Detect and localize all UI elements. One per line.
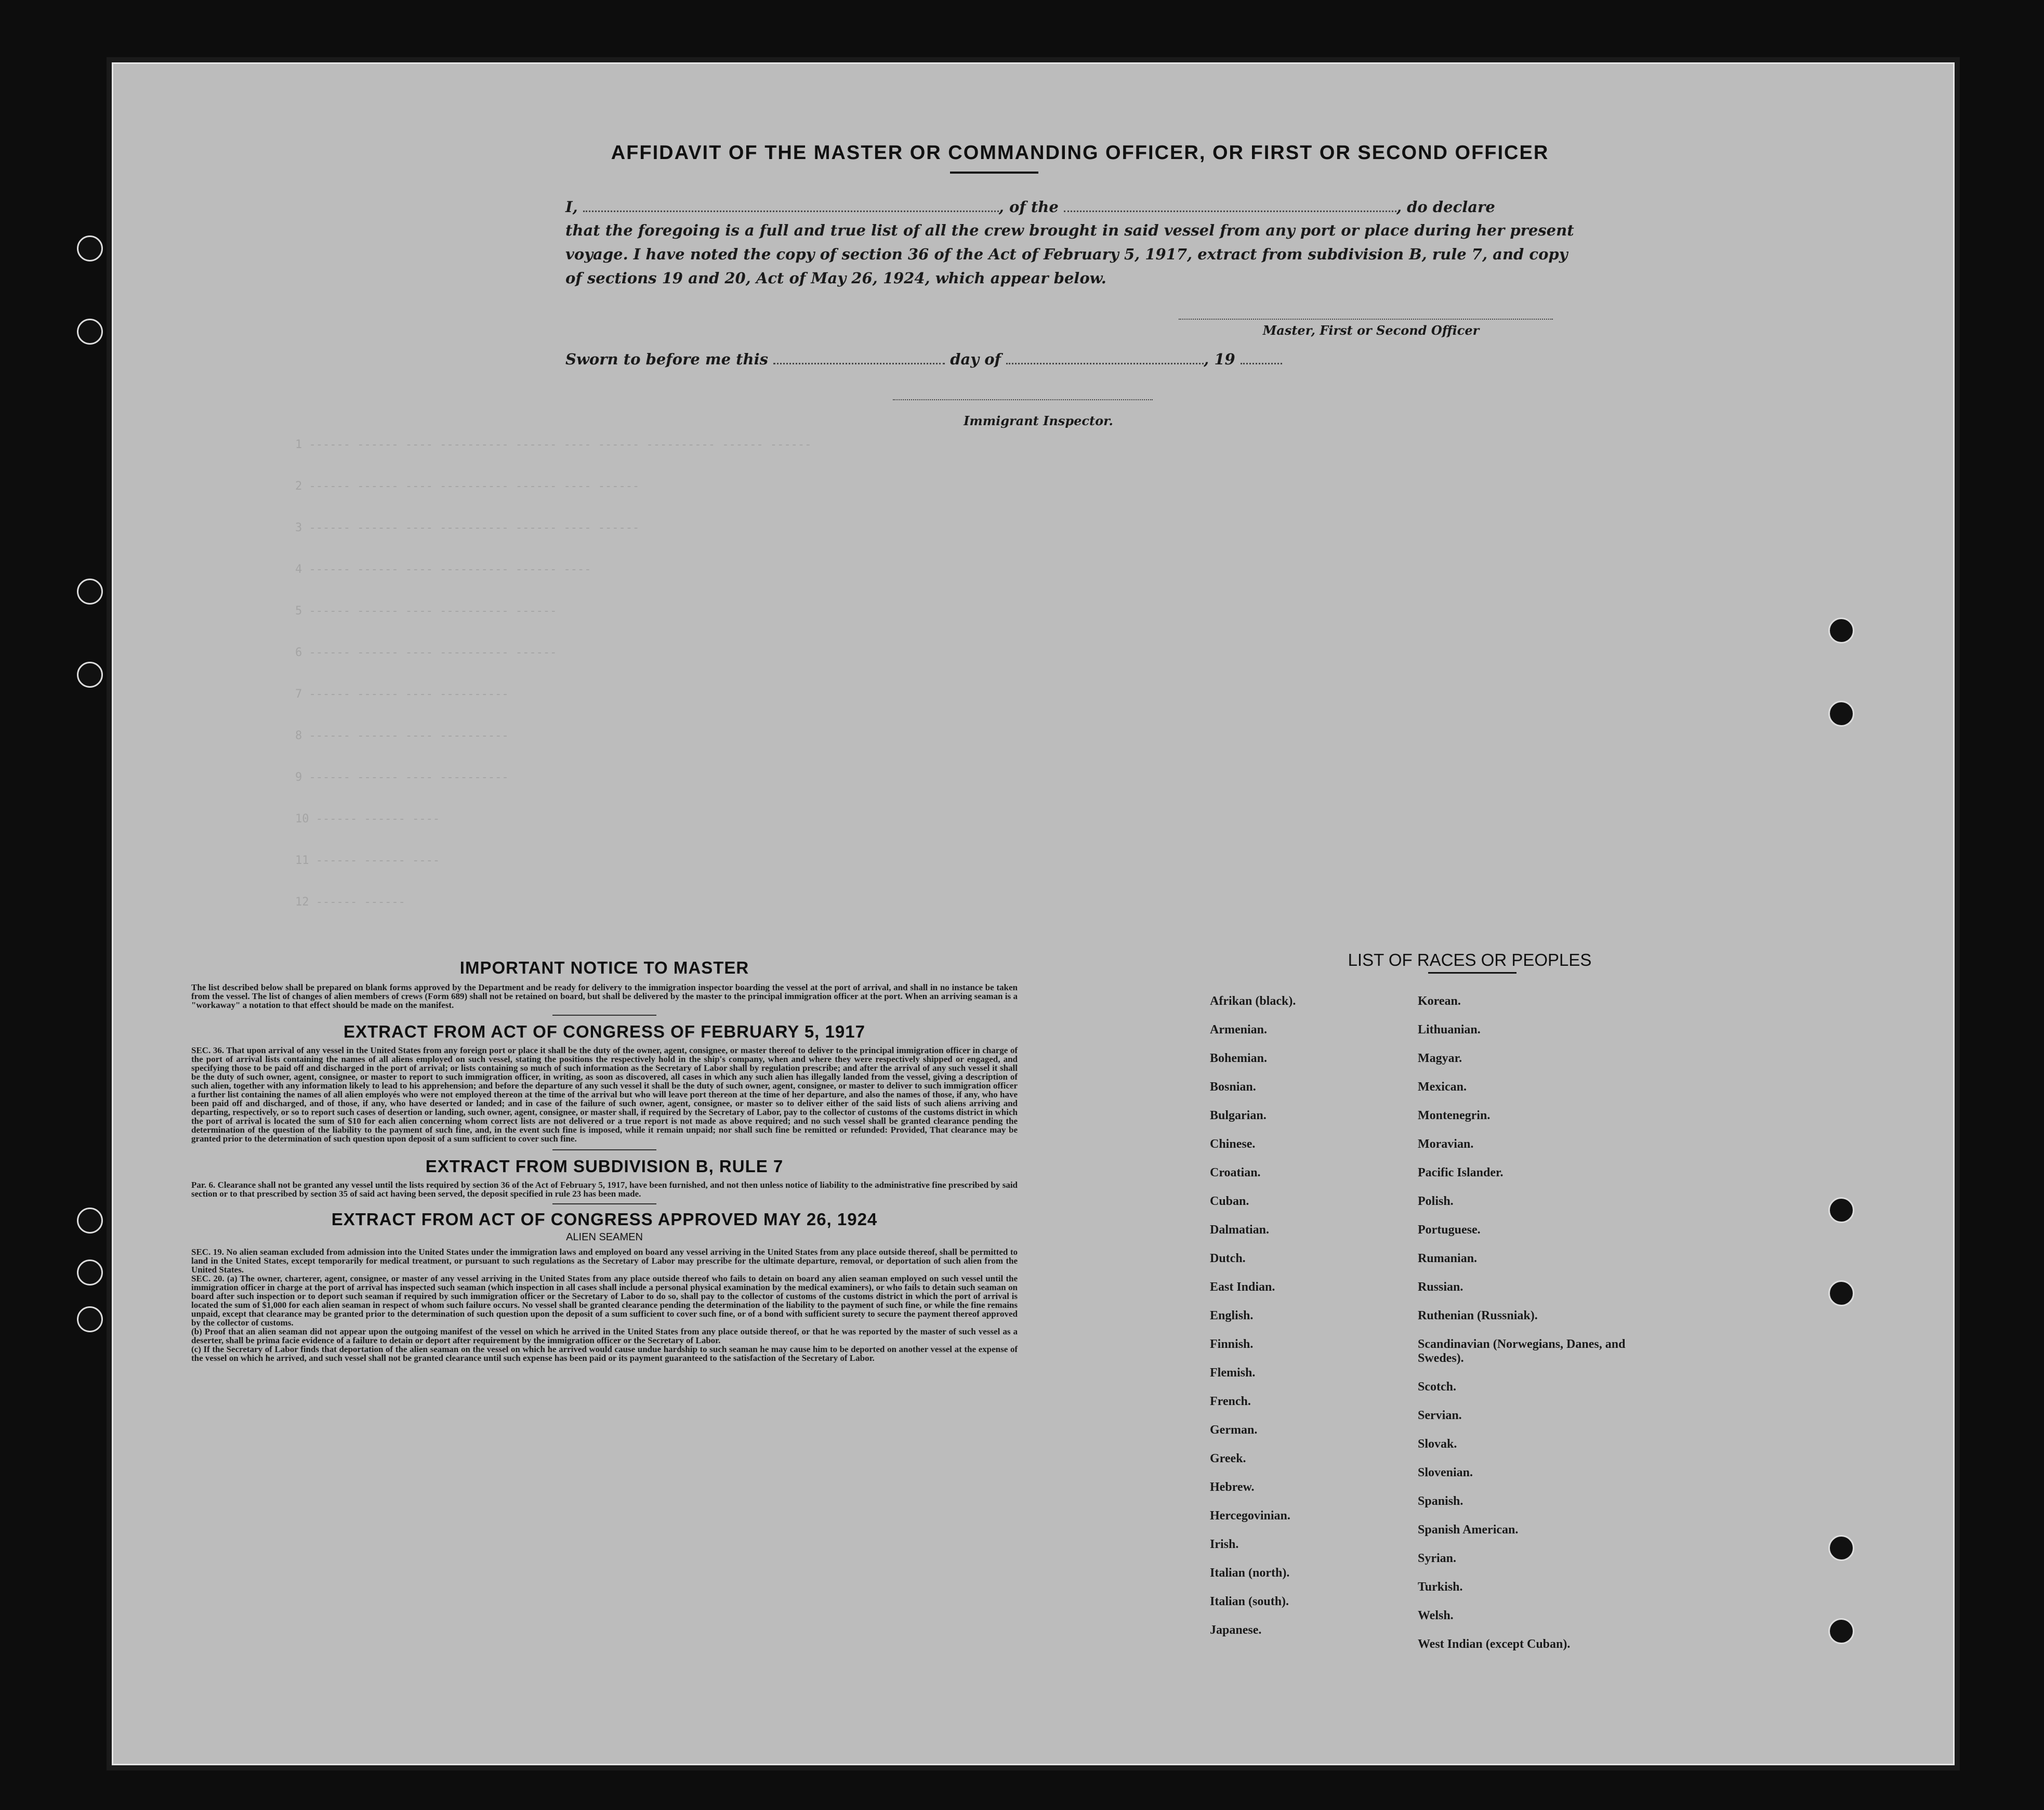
bleed-through-text: 6 ------ ------ ---- ---------- ------ bbox=[295, 646, 557, 659]
race-item: Chinese. bbox=[1210, 1137, 1256, 1151]
affidavit-title: AFFIDAVIT OF THE MASTER OR COMMANDING OFFICER, OR FIRST OR SECOND OFFICER bbox=[611, 142, 1549, 164]
binder-hole bbox=[1828, 1535, 1854, 1561]
race-item: Syrian. bbox=[1418, 1552, 1457, 1565]
race-item: Greek. bbox=[1210, 1452, 1246, 1465]
race-item: Montenegrin. bbox=[1418, 1109, 1491, 1122]
race-item: West Indian (except Cuban). bbox=[1418, 1637, 1571, 1651]
race-item: Russian. bbox=[1418, 1280, 1463, 1294]
day-of-label: day of bbox=[950, 350, 1001, 368]
sec-20a-paragraph: SEC. 20. (a) The owner, charterer, agent, consignee, or master of any vessel arriving in the United States from any place outside thereof who fails to detain on board any alien seaman employed on such vessel until the immigration officer in charge at the port of arrival has inspected such seaman (which inspection in all cases shall include a personal physical examination by the medical examiners), or who fails to detain such seaman on board after such inspection or to deport such seaman if required by such immigration officer or the Secretary of Labor to do so, shall pay to the collector of customs of the customs district in which the port of arrival is located the sum of $1,000 for each alien seaman in respect of whom such failure occurs. No vessel shall be granted clearance pending the determination of the liability to the payment of such fine, or while the fine remains unpaid, except that clearance may be granted prior to the determination of such question upon the deposit of a sum sufficient to cover such fine, or of a bond with sufficient surety to secure the payment thereof approved by the collector of customs. bbox=[191, 1274, 1018, 1328]
binder-hole bbox=[1828, 701, 1854, 727]
bleed-through-text: 11 ------ ------ ---- bbox=[295, 854, 440, 867]
race-item: Cuban. bbox=[1210, 1195, 1249, 1208]
race-item: Welsh. bbox=[1418, 1609, 1454, 1622]
extract-1917-title: EXTRACT FROM ACT OF CONGRESS OF FEBRUARY 5, 1917 bbox=[344, 1022, 865, 1041]
race-item: Hercegovinian. bbox=[1210, 1509, 1290, 1523]
race-item: Japanese. bbox=[1210, 1623, 1262, 1637]
sworn-prefix: Sworn to before me this bbox=[565, 350, 768, 368]
race-item: Dutch. bbox=[1210, 1252, 1246, 1265]
bleed-through-text: 8 ------ ------ ---- ---------- bbox=[295, 729, 509, 742]
race-item: Flemish. bbox=[1210, 1366, 1256, 1380]
bleed-through-text: 5 ------ ------ ---- ---------- ------ bbox=[295, 605, 557, 618]
race-item: Irish. bbox=[1210, 1538, 1239, 1551]
bleed-through-text: 4 ------ ------ ---- ---------- ------ ---- bbox=[295, 563, 591, 576]
sworn-line bbox=[565, 349, 1865, 370]
declarant-prefix: I, bbox=[565, 198, 578, 216]
affidavit-line-3: voyage. I have noted the copy of section 36 of the Act of February 5, 1917, extract from subdivision B, rule 7, and copy bbox=[565, 245, 1568, 263]
race-item: Rumanian. bbox=[1418, 1252, 1478, 1265]
binder-hole bbox=[77, 1260, 103, 1286]
race-item: Portuguese. bbox=[1418, 1223, 1481, 1237]
sec-19-paragraph: SEC. 19. No alien seaman excluded from admission into the United States under the immigration laws and employed on board any vessel arriving in the United States from any place outside thereof, shall be permitted to land in the United States, except temporarily for medical treatment, or pursuant to such regulations as the Secretary of Labor may prescribe for the ultimate departure, removal, or deportation of such alien from the United States. bbox=[191, 1247, 1018, 1275]
affidavit-line-4: of sections 19 and 20, Act of May 26, 1924, which appear below. bbox=[565, 269, 1106, 287]
bleed-through-text: 2 ------ ------ ---- ---------- ------ ---- ------ bbox=[295, 480, 640, 493]
extract-1917-body: SEC. 36. That upon arrival of any vessel in the United States from any foreign port or place it shall be the duty of the owner, agent, consignee, or master thereof to deliver to the principal immigration officer in charge of the port of arrival lists containing the names of all aliens employed on such vessel, stating the positions the respectively hold in the ship's company, when and where they were respectively shipped or engaged, and specifying those to be paid off and discharged in the port of arrival; or lists containing so much of such information as the Secretary of Labor shall by regulation prescribe; and after the arrival of any such vessel it shall be the duty of such owner, agent, consignee, or master to report to such immigration officer, in writing, as soon as discovered, all cases in which any such alien has illegally landed from the vessel, giving a description of such alien, together with any information likely to lead to his apprehension; and before the departure of any such vessel it shall be the duty of such owner, agent, consignee, or master to deliver to such immigration officer a further list containing the names of all alien employés who were not employed thereon at the time of the arrival but who will leave port thereon at the time of her departure, and also the names of those, if any, who have been paid off and discharged, and of those, if any, who have deserted or landed; and in case of the failure of such owner, agent, consignee, or master so to deliver either of the said lists of such aliens arriving and departing, respectively, or so to report such cases of desertion or landing, such owner, agent, consignee, or master shall, if required by the Secretary of Labor, pay to the collector of customs of the customs district in which the port of arrival is located the sum of $10 for each alien concerning whom correct lists are not delivered or a true report is not made as above required; and no such vessel shall be granted clearance pending the determination of the question of the liability to the payment of such fine, and, in the event such fine is imposed, while it remain unpaid; nor shall such fine be remitted or refunded: Provided, That clearance may be granted prior to the determination of such question upon deposit of a sum sufficient to cover such fine. bbox=[191, 1045, 1018, 1144]
affidavit-line-1 bbox=[565, 196, 1600, 218]
sworn-year-field[interactable] bbox=[1241, 351, 1282, 364]
race-item: German. bbox=[1210, 1423, 1258, 1437]
binder-hole bbox=[77, 235, 103, 261]
notice-body: The list described below shall be prepared on blank forms approved by the Department and be ready for delivery to the immigration inspector boarding the vessel at the port of arrival, and shall in no instance be taken from the vessel. The list of changes of alien members of crews (Form 689) shall not be retained on board, but shall be delivered by the master to the principal immigration officer at the port. When an arriving seaman is a "workaway" a notation to that effect should be made on the manifest. bbox=[191, 982, 1018, 1010]
binder-hole bbox=[77, 319, 103, 345]
race-item: Magyar. bbox=[1418, 1052, 1462, 1065]
binder-hole bbox=[1828, 1618, 1854, 1644]
extract-rule7-body: Par. 6. Clearance shall not be granted any vessel until the lists required by section 36 of the Act of February 5, 1917, have been furnished, and not then unless notice of liability to the administrative fine prescribed by said section or to that prescribed by section 35 of said act having been served, the deposit specified in rule 23 has been made. bbox=[191, 1180, 1018, 1199]
race-item: Scandinavian (Norwegians, Danes, and Swedes). bbox=[1418, 1337, 1626, 1365]
race-item: Slovak. bbox=[1418, 1437, 1457, 1451]
race-item: Polish. bbox=[1418, 1195, 1454, 1208]
race-item: Ruthenian (Russniak). bbox=[1418, 1309, 1538, 1322]
race-item: Armenian. bbox=[1210, 1023, 1267, 1037]
race-item: Hebrew. bbox=[1210, 1480, 1255, 1494]
race-item: Pacific Islander. bbox=[1418, 1166, 1504, 1179]
race-item: Bohemian. bbox=[1210, 1052, 1268, 1065]
officer-signature-line[interactable] bbox=[1179, 319, 1553, 320]
extract-1924-title: EXTRACT FROM ACT OF CONGRESS APPROVED MAY 26, 1924 bbox=[331, 1210, 878, 1229]
extract-rule7-title: EXTRACT FROM SUBDIVISION B, RULE 7 bbox=[425, 1157, 784, 1176]
race-item: Mexican. bbox=[1418, 1080, 1467, 1094]
race-item: Scotch. bbox=[1418, 1380, 1456, 1394]
affidavit-line-2: that the foregoing is a full and true list of all the crew brought in said vessel from any port or place during her present bbox=[565, 221, 1574, 239]
race-item: French. bbox=[1210, 1395, 1251, 1408]
binder-hole bbox=[77, 1208, 103, 1234]
bleed-through-text: 7 ------ ------ ---- ---------- bbox=[295, 688, 509, 701]
race-item: Bosnian. bbox=[1210, 1080, 1256, 1094]
section-separator bbox=[552, 1149, 656, 1150]
officer-label: Master, First or Second Officer bbox=[1262, 323, 1480, 338]
section-separator bbox=[552, 1015, 656, 1016]
race-item: Spanish American. bbox=[1418, 1523, 1519, 1537]
binder-hole bbox=[77, 579, 103, 605]
bleed-through-text: 3 ------ ------ ---- ---------- ------ ---- ------ bbox=[295, 521, 640, 534]
year-prefix: , 19 bbox=[1204, 350, 1235, 368]
section-separator bbox=[552, 1203, 656, 1204]
bleed-through-text: 10 ------ ------ ---- bbox=[295, 812, 440, 825]
race-item: Spanish. bbox=[1418, 1494, 1463, 1508]
races-title: LIST OF RACES OR PEOPLES bbox=[1348, 950, 1592, 969]
inspector-label: Immigrant Inspector. bbox=[964, 413, 1113, 428]
race-item: Servian. bbox=[1418, 1409, 1462, 1422]
sworn-day-field[interactable] bbox=[773, 351, 945, 364]
binder-hole bbox=[1828, 1280, 1854, 1306]
legal-extracts bbox=[191, 958, 1018, 1362]
document-sheet bbox=[112, 62, 1955, 1765]
race-item: Turkish. bbox=[1418, 1580, 1463, 1594]
declarant-name-field[interactable] bbox=[583, 199, 999, 212]
vessel-name-field[interactable] bbox=[1064, 199, 1396, 212]
extract-1924-subtitle: ALIEN SEAMEN bbox=[566, 1231, 643, 1243]
notice-title: IMPORTANT NOTICE TO MASTER bbox=[459, 958, 749, 977]
inspector-signature-line[interactable] bbox=[893, 399, 1153, 400]
binder-hole bbox=[77, 662, 103, 688]
declare-suffix: , do declare bbox=[1396, 198, 1495, 216]
race-item: Korean. bbox=[1418, 994, 1461, 1008]
race-item: Bulgarian. bbox=[1210, 1109, 1267, 1122]
binder-hole bbox=[77, 1306, 103, 1332]
sec-20c-paragraph: (c) If the Secretary of Labor finds that deportation of the alien seaman on the vessel on which he arrived would cause undue hardship to such seaman he may cause him to be deported on another vessel at the expense of the vessel on which he arrived, and such vessel shall not be granted clearance until such expense has been paid or its payment guaranteed to the satisfaction of the Secretary of Labor. bbox=[191, 1344, 1018, 1363]
bleed-through-text: 9 ------ ------ ---- ---------- bbox=[295, 771, 509, 784]
race-item: Italian (north). bbox=[1210, 1566, 1290, 1580]
races-title-underline bbox=[1428, 972, 1516, 974]
race-item: Italian (south). bbox=[1210, 1595, 1289, 1608]
race-item: English. bbox=[1210, 1309, 1254, 1322]
race-item: East Indian. bbox=[1210, 1280, 1275, 1294]
race-item: Slovenian. bbox=[1418, 1466, 1473, 1479]
race-item: Moravian. bbox=[1418, 1137, 1474, 1151]
sec-20b-paragraph: (b) Proof that an alien seaman did not appear upon the outgoing manifest of the vessel on which he arrived in the United States from any place outside thereof, or that he was reported by the master of such vessel as a deserter, shall be prima facie evidence of a failure to detain or deport after requirement by the immigration officer or the Secretary of Labor. bbox=[191, 1327, 1018, 1345]
race-item: Lithuanian. bbox=[1418, 1023, 1481, 1037]
bleed-through-text: 12 ------ ------ bbox=[295, 896, 405, 909]
title-underline bbox=[950, 172, 1038, 174]
binder-hole bbox=[1828, 1197, 1854, 1223]
race-item: Afrikan (black). bbox=[1210, 994, 1296, 1008]
vessel-prefix: , of the bbox=[998, 198, 1059, 216]
race-item: Dalmatian. bbox=[1210, 1223, 1269, 1237]
sworn-month-field[interactable] bbox=[1006, 351, 1204, 364]
race-item: Finnish. bbox=[1210, 1337, 1254, 1351]
race-item: Croatian. bbox=[1210, 1166, 1261, 1179]
bleed-through-text: 1 ------ ------ ---- ---------- ------ ---- ------ ---------- ------ ------ bbox=[295, 438, 812, 451]
binder-hole bbox=[1828, 618, 1854, 644]
